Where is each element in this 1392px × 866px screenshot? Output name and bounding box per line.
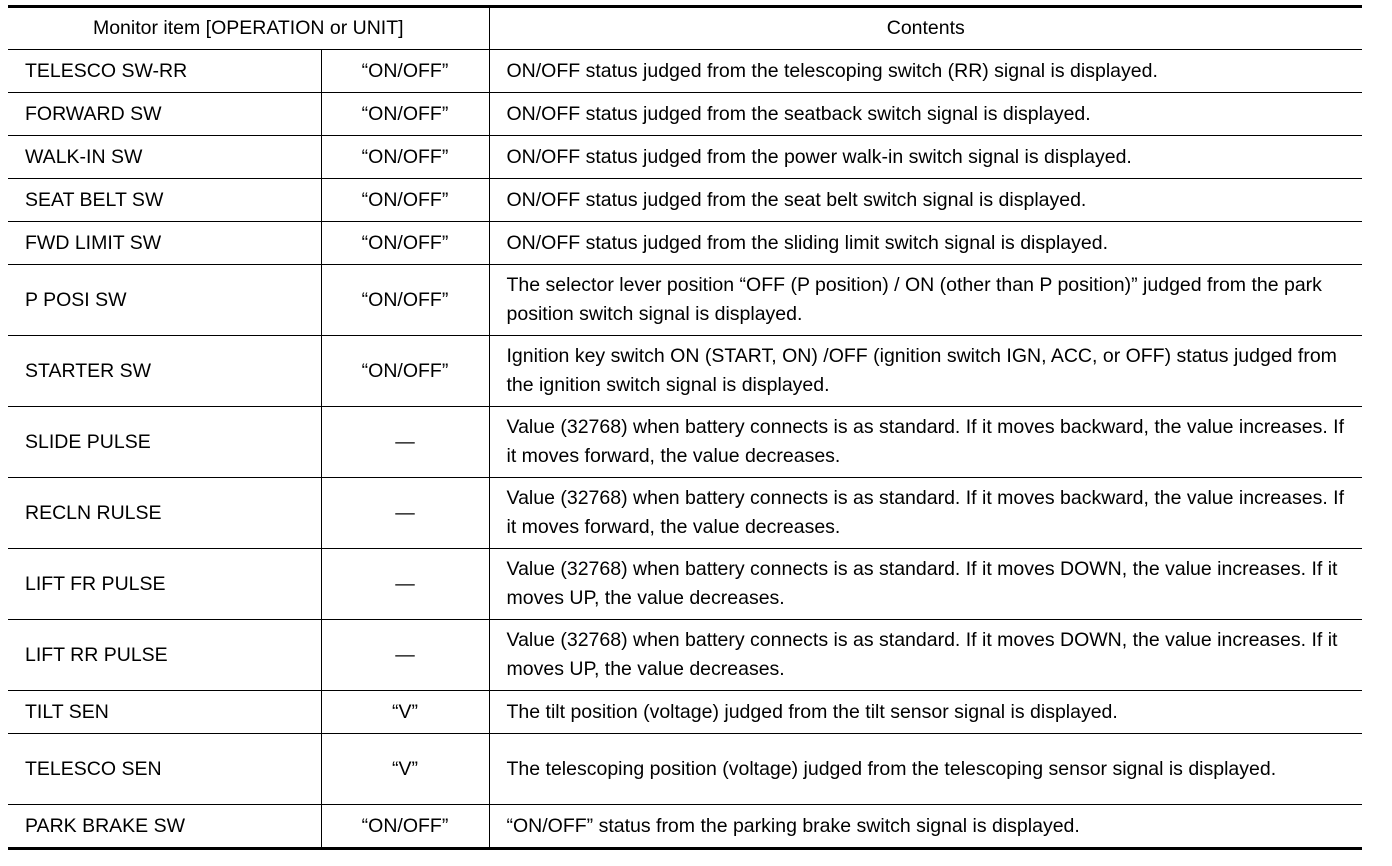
monitor-item-unit: “ON/OFF” <box>321 805 489 849</box>
monitor-item-unit: “V” <box>321 691 489 734</box>
monitor-item-unit: — <box>321 478 489 549</box>
table-row <box>8 549 1362 620</box>
table-header-row <box>8 7 1362 50</box>
monitor-item-contents: ON/OFF status judged from the seat belt switch signal is displayed. <box>489 179 1362 222</box>
monitor-item-name: TILT SEN <box>8 691 321 734</box>
monitor-item-contents: The selector lever position “OFF (P position) / ON (other than P position)” judged from the park position switch signal is displayed. <box>489 265 1362 336</box>
monitor-item-unit: — <box>321 549 489 620</box>
monitor-item-name: STARTER SW <box>8 336 321 407</box>
monitor-item-contents: Value (32768) when battery connects is as standard. If it moves backward, the value increases. If it moves forward, the value decreases. <box>489 478 1362 549</box>
monitor-item-contents: The telescoping position (voltage) judged from the telescoping sensor signal is displayed. <box>489 734 1362 805</box>
monitor-item-name: SEAT BELT SW <box>8 179 321 222</box>
monitor-item-unit: “ON/OFF” <box>321 136 489 179</box>
table-row <box>8 265 1362 336</box>
monitor-item-unit: “ON/OFF” <box>321 265 489 336</box>
monitor-item-name: LIFT FR PULSE <box>8 549 321 620</box>
header-monitor-item: Monitor item [OPERATION or UNIT] <box>8 7 489 50</box>
monitor-item-contents: The tilt position (voltage) judged from the tilt sensor signal is displayed. <box>489 691 1362 734</box>
monitor-item-contents: ON/OFF status judged from the power walk-in switch signal is displayed. <box>489 136 1362 179</box>
monitor-item-name: FORWARD SW <box>8 93 321 136</box>
table-row <box>8 93 1362 136</box>
monitor-item-name: RECLN RULSE <box>8 478 321 549</box>
monitor-item-unit: “ON/OFF” <box>321 222 489 265</box>
monitor-item-contents: Value (32768) when battery connects is as standard. If it moves DOWN, the value increases. If it moves UP, the value decreases. <box>489 549 1362 620</box>
monitor-item-unit: — <box>321 407 489 478</box>
table-row <box>8 179 1362 222</box>
monitor-item-name: P POSI SW <box>8 265 321 336</box>
monitor-item-unit: “V” <box>321 734 489 805</box>
table-row <box>8 734 1362 805</box>
header-contents: Contents <box>489 7 1362 50</box>
monitor-item-name: LIFT RR PULSE <box>8 620 321 691</box>
monitor-item-name: TELESCO SEN <box>8 734 321 805</box>
monitor-item-name: WALK-IN SW <box>8 136 321 179</box>
monitor-item-contents: ON/OFF status judged from the seatback switch signal is displayed. <box>489 93 1362 136</box>
monitor-item-unit: “ON/OFF” <box>321 336 489 407</box>
monitor-item-name: TELESCO SW-RR <box>8 50 321 93</box>
table-row <box>8 805 1362 849</box>
table-row <box>8 620 1362 691</box>
monitor-item-unit: “ON/OFF” <box>321 179 489 222</box>
table-row <box>8 478 1362 549</box>
monitor-item-unit: — <box>321 620 489 691</box>
monitor-item-contents: Value (32768) when battery connects is as standard. If it moves backward, the value increases. If it moves forward, the value decreases. <box>489 407 1362 478</box>
table-row <box>8 407 1362 478</box>
table-row <box>8 336 1362 407</box>
monitor-item-unit: “ON/OFF” <box>321 50 489 93</box>
table-row <box>8 691 1362 734</box>
table-row <box>8 50 1362 93</box>
monitor-item-contents: Value (32768) when battery connects is as standard. If it moves DOWN, the value increases. If it moves UP, the value decreases. <box>489 620 1362 691</box>
monitor-item-name: SLIDE PULSE <box>8 407 321 478</box>
monitor-item-name: FWD LIMIT SW <box>8 222 321 265</box>
monitor-item-contents: ON/OFF status judged from the sliding limit switch signal is displayed. <box>489 222 1362 265</box>
table-row <box>8 222 1362 265</box>
monitor-item-unit: “ON/OFF” <box>321 93 489 136</box>
monitor-item-contents: “ON/OFF” status from the parking brake switch signal is displayed. <box>489 805 1362 849</box>
monitor-item-name: PARK BRAKE SW <box>8 805 321 849</box>
table-row <box>8 136 1362 179</box>
monitor-item-table <box>8 5 1362 850</box>
monitor-item-contents: Ignition key switch ON (START, ON) /OFF (ignition switch IGN, ACC, or OFF) status judged from the ignition switch signal is displayed. <box>489 336 1362 407</box>
monitor-item-contents: ON/OFF status judged from the telescoping switch (RR) signal is displayed. <box>489 50 1362 93</box>
